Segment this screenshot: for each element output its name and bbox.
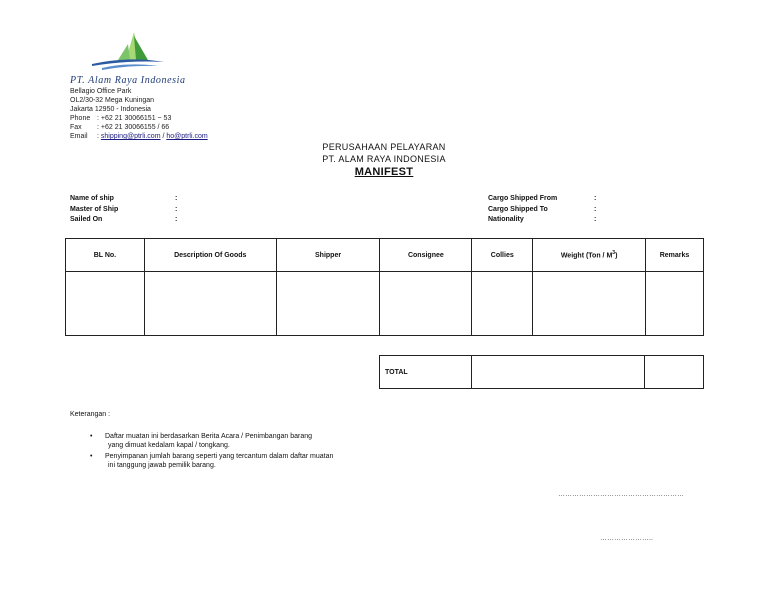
total-label: TOTAL <box>380 356 472 389</box>
signature-line-1: ……………………………………………… <box>558 491 684 498</box>
phone-row <box>70 114 208 123</box>
cell-shipper[interactable] <box>276 272 380 336</box>
manifest-table <box>65 238 704 336</box>
fax-value: : +62 21 30066155 / 66 <box>97 124 170 131</box>
cell-weight[interactable] <box>533 272 646 336</box>
bullet-icon: • <box>90 433 93 440</box>
header-weight-sup: 3 <box>612 250 616 257</box>
company-name: PT. Alam Raya Indonesia <box>70 75 186 86</box>
field-sailed-on-label: Sailed On <box>70 216 103 223</box>
address-line: Bellagio Office Park <box>70 88 132 95</box>
cell-bl-no[interactable] <box>66 272 145 336</box>
cell-consignee[interactable] <box>380 272 472 336</box>
company-address <box>70 87 208 141</box>
field-nationality-label: Nationality <box>488 216 524 223</box>
address-line: Jakarta 12950 - Indonesia <box>70 106 151 113</box>
logo-water-wave-2 <box>102 64 158 70</box>
address-line: OL2/30-32 Mega Kuningan <box>70 97 155 104</box>
field-master-of-ship-label: Master of Ship <box>70 206 119 213</box>
field-sailed-on-colon: : <box>175 216 178 223</box>
logo-sail-dark <box>134 36 148 60</box>
header-weight <box>533 239 646 272</box>
company-logo <box>88 30 168 76</box>
table-header-row <box>66 239 704 272</box>
signature-line-2: ………………….. <box>600 535 653 542</box>
header-consignee: Consignee <box>380 239 472 272</box>
header-weight-close: ) <box>615 252 618 260</box>
list-item <box>90 432 405 450</box>
list-item <box>90 452 405 470</box>
total-remarks-cell[interactable] <box>645 356 704 389</box>
fax-row <box>70 123 208 132</box>
field-master-of-ship-colon: : <box>175 206 178 213</box>
header-weight-text: Weight (Ton / M <box>560 252 613 260</box>
logo-sail-small <box>118 44 130 60</box>
notes-list <box>90 432 405 472</box>
header-description-of-goods: Description Of Goods <box>144 239 276 272</box>
heading-line-2: PT. ALAM RAYA INDONESIA <box>322 154 446 164</box>
bullet-icon: • <box>90 453 93 460</box>
field-cargo-shipped-from-colon: : <box>594 195 597 202</box>
document-title: MANIFEST <box>354 166 414 178</box>
notes-title: Keterangan : <box>70 411 111 418</box>
email-prefix: : <box>97 133 101 140</box>
field-cargo-shipped-to-colon: : <box>594 206 597 213</box>
fax-label: Fax <box>70 124 82 131</box>
email-link-ho[interactable]: ho@ptrli.com <box>166 133 208 140</box>
cell-collies[interactable] <box>472 272 533 336</box>
header-remarks: Remarks <box>646 239 704 272</box>
field-nationality-colon: : <box>594 216 597 223</box>
cell-description[interactable] <box>144 272 276 336</box>
note-line: Penyimpanan jumlah barang seperti yang tercantum dalam daftar muatan <box>105 453 334 460</box>
phone-value: : +62 21 30066151 ~ 53 <box>97 115 172 122</box>
note-line: ini tanggung jawab pemilik barang. <box>108 462 216 469</box>
email-separator: / <box>160 133 167 140</box>
field-name-of-ship-colon: : <box>175 195 178 202</box>
total-row <box>380 356 704 389</box>
header-collies: Collies <box>472 239 533 272</box>
email-label: Email <box>70 133 88 140</box>
header-shipper: Shipper <box>276 239 380 272</box>
total-weight-cell[interactable] <box>471 356 644 389</box>
note-line: yang dimuat kedalam kapal / tongkang. <box>108 442 230 449</box>
total-table <box>379 355 704 389</box>
field-cargo-shipped-to-label: Cargo Shipped To <box>488 206 548 213</box>
cell-remarks[interactable] <box>646 272 704 336</box>
field-name-of-ship-label: Name of ship <box>70 195 114 202</box>
email-link-shipping[interactable]: shipping@ptrli.com <box>100 133 161 140</box>
table-row <box>66 272 704 336</box>
phone-label: Phone <box>70 115 91 122</box>
heading-line-1: PERUSAHAAN PELAYARAN <box>322 142 446 152</box>
note-line: Daftar muatan ini berdasarkan Berita Acara / Penimbangan barang <box>105 433 313 440</box>
field-cargo-shipped-from-label: Cargo Shipped From <box>488 195 558 202</box>
header-bl-no: BL No. <box>66 239 145 272</box>
email-row <box>70 132 208 141</box>
